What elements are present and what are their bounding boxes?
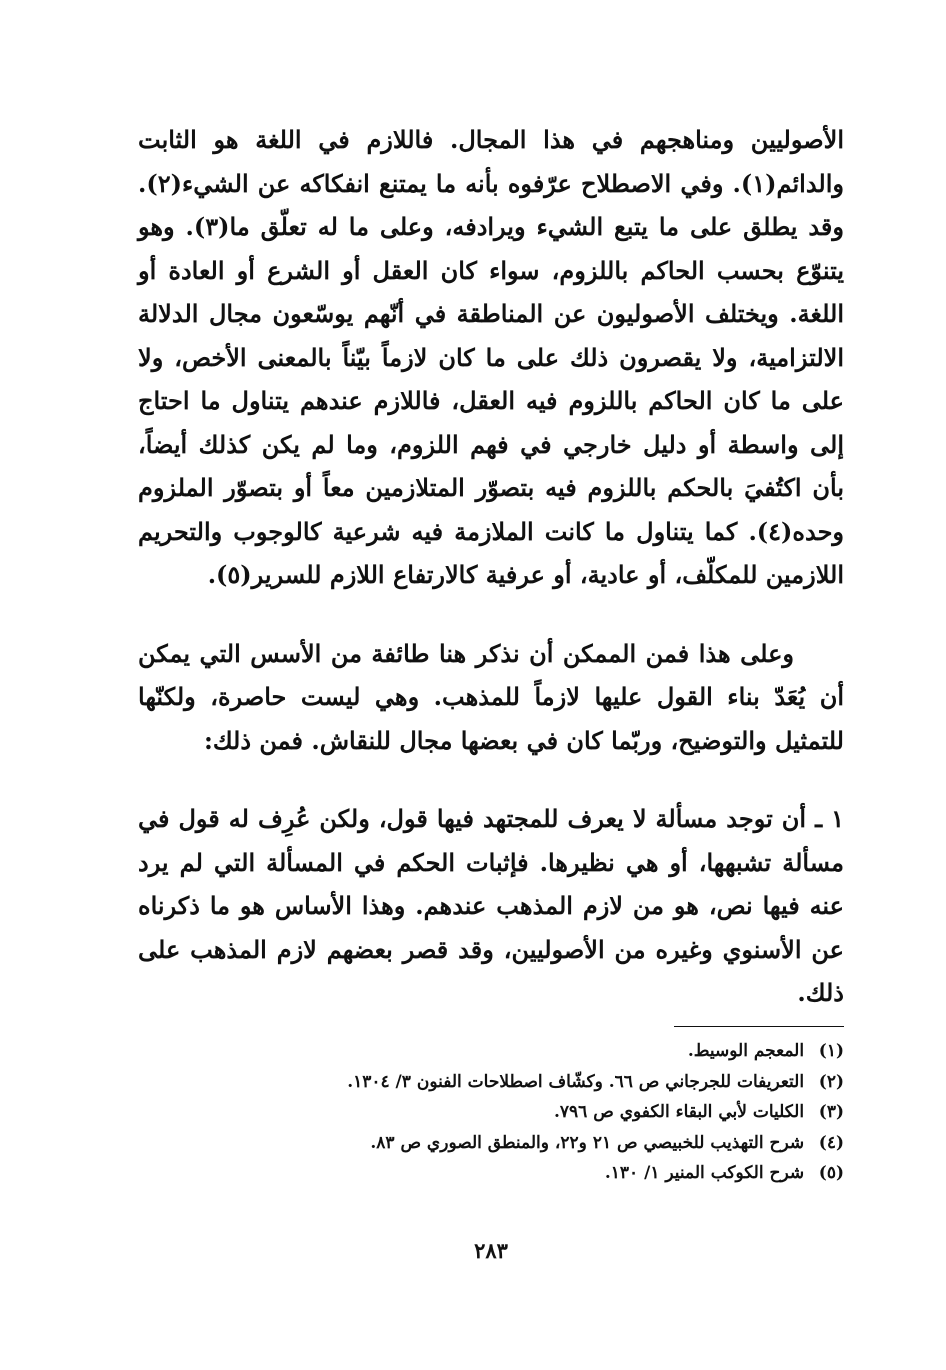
footnote-number: (١) (818, 1041, 844, 1061)
footnote-text: شرح الكوكب المنير ١/ ١٣٠. (604, 1163, 805, 1183)
body-paragraph-2: وعلى هذا فمن الممكن أن نذكر هنا طائفة من الأسس التي يمكن أن يُعَدّ بناء القول عليها لازماً للمذهب. وهي ليست حاصرة، ولكنّها للتمثيل والتوضيح، وربّما كان في بعضها مجال للنقاش. فمن ذلك: (138, 638, 844, 755)
body-paragraph-3: ١ ـ أن توجد مسألة لا يعرف للمجتهد فيها قول، ولكن عُرِف له قول في مسألة تشبهها، أو هي نظيرها. فإثبات الحكم في المسألة التي لم يرد عنه فيها نص، هو من لازم المذهب عندهم. وهذا الأساس هو ما ذكرناه عن الأسنوي وغيره من الأصوليين، وقد قصر بعضهم لازم المذهب على ذلك. (138, 804, 844, 1007)
footnotes-list (138, 1036, 844, 1189)
footnote-text: الكليات لأبي البقاء الكفوي ص ٧٩٦. (553, 1102, 805, 1122)
footnote-divider (674, 1026, 844, 1027)
document-page (138, 118, 844, 1298)
footnote-item (138, 1067, 844, 1098)
footnote-item (138, 1128, 844, 1159)
footnote-item (138, 1158, 844, 1189)
footnote-text: المعجم الوسيط. (687, 1041, 805, 1061)
footnote-number: (٣) (818, 1102, 844, 1122)
footnote-number: (٢) (818, 1071, 844, 1092)
footnote-item (138, 1036, 844, 1067)
page-number: ٢٨٣ (474, 1238, 508, 1263)
footnote-item (138, 1097, 844, 1128)
footnote-text: التعريفات للجرجاني ص ٦٦. وكشّاف اصطلاحات الفنون ٣/ ١٣٠٤. (347, 1071, 805, 1092)
body-paragraph-1: الأصوليين ومناهجهم في هذا المجال. فاللازم في اللغة هو الثابت والدائم(١). وفي الاصطلاح عرّفوه بأنه ما يمتنع انفكاكه عن الشيء(٢). وقد يطلق على ما يتبع الشيء ويرادفه، وعلى ما له تعلّق ما(٣). وهو يتنوّع بحسب الحاكم باللزوم، سواء كان العقل أو الشرع أو العادة أو اللغة. ويختلف الأصوليون عن المناطقة في أنّهم يوسّعون مجال الدلالة الالتزامية، ولا يقصرون ذلك على ما كان لازماً بيّناً بالمعنى الأخص، ولا على ما كان الحاكم باللزوم فيه العقل، فاللازم عندهم يتناول ما احتاج إلى واسطة أو دليل خارجي في فهم اللزوم، وما لم يكن كذلك أيضاً، بأن اكتُفيَ بالحكم باللزوم فيه بتصوّر المتلازمين معاً أو بتصوّر الملزوم وحده(٤). كما يتناول ما كانت الملازمة فيه شرعية كالوجوب والتحريم اللازمين للمكلّف، أو عادية، أو عرفية كالارتفاع اللازم للسرير(٥). (138, 125, 845, 589)
footnote-number: (٥) (818, 1163, 844, 1183)
footnote-text: شرح التهذيب للخبيصي ص ٢١ و٢٢، والمنطق الصوري ص ٨٣. (370, 1132, 805, 1153)
footnote-number: (٤) (818, 1132, 844, 1153)
